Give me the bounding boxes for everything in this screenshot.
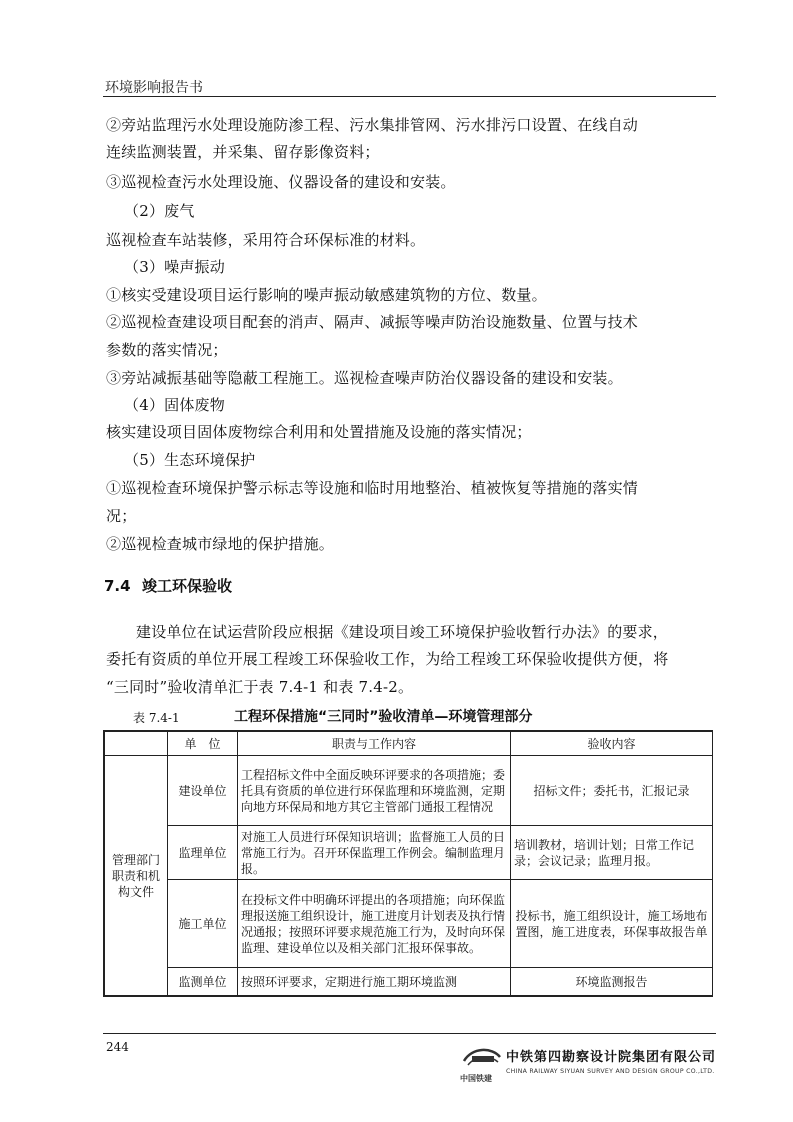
group-label-cell: 管理部门职责和机构文件	[105, 756, 168, 996]
unit-cell: 监测单位	[168, 968, 238, 996]
body-line: 巡视检查车站装修，采用符合环保标准的材料。	[106, 231, 426, 249]
subsection-heading: （2）废气	[124, 202, 195, 220]
body-line: ①核实受建设项目运行影响的噪声振动敏感建筑物的方位、数量。	[106, 286, 547, 304]
subsection-heading: （3）噪声振动	[124, 258, 225, 276]
table-row	[105, 880, 713, 968]
subsection-heading: （4）固体废物	[124, 396, 225, 414]
table-title: 工程环保措施“三同时”验收清单—环境管理部分	[234, 709, 533, 725]
table-header-row	[105, 732, 713, 756]
company-name-en: CHINA RAILWAY SIYUAN SURVEY AND DESIGN GROUP CO.,LTD.	[506, 1068, 715, 1075]
duty-cell: 按照环评要求，定期进行施工期环境监测	[238, 968, 511, 996]
header-cell: 单 位	[168, 732, 238, 756]
paragraph-line: 建设单位在试运营阶段应根据《建设项目竣工环境保护验收暂行办法》的要求，	[136, 623, 669, 641]
body-line: ①巡视检查环境保护警示标志等设施和临时用地整治、植被恢复等措施的落实情	[106, 479, 639, 497]
section-number: 7.4	[104, 577, 131, 595]
company-name: 中铁第四勘察设计院集团有限公司	[506, 1050, 717, 1065]
header-title: 环境影响报告书	[105, 80, 203, 96]
duty-cell: 工程招标文件中全面反映环评要求的各项措施；委托具有资质的单位进行环保监理和环境监测，定期向地方环保局和地方其它主管部门通报工程情况	[238, 756, 511, 826]
accept-cell: 培训教材，培训计划；日常工作记录；会议记录；监理月报。	[511, 826, 713, 880]
unit-cell: 施工单位	[168, 880, 238, 968]
body-line: ③旁站减振基础等隐蔽工程施工。巡视检查噪声防治仪器设备的建设和安装。	[106, 369, 623, 387]
paragraph-line: 委托有资质的单位开展工程竣工环保验收工作，为给工程竣工环保验收提供方便，将	[106, 650, 669, 668]
body-line: ②旁站监理污水处理设施防渗工程、污水集排管网、污水排污口设置、在线自动	[106, 116, 639, 134]
section-heading	[104, 575, 232, 596]
body-line: 连续监测装置，并采集、留存影像资料；	[106, 143, 380, 161]
section-title: 竣工环保验收	[142, 577, 233, 595]
body-line: 况；	[106, 507, 137, 525]
accept-cell: 环境监测报告	[511, 968, 713, 996]
page-number: 244	[106, 1040, 129, 1054]
table-row	[105, 826, 713, 880]
header-cell: 职责与工作内容	[238, 732, 511, 756]
body-line: 参数的落实情况；	[106, 341, 228, 359]
table-row	[105, 968, 713, 996]
table-row	[105, 756, 713, 826]
acceptance-table	[104, 731, 713, 996]
logo-label: 中国铁建	[460, 1074, 492, 1083]
table-number: 表 7.4-1	[133, 711, 180, 725]
body-line: ③巡视检查污水处理设施、仪器设备的建设和安装。	[106, 173, 456, 191]
header-rule	[103, 96, 716, 97]
body-line: 核实建设项目固体废物综合利用和处置措施及设施的落实情况；	[106, 423, 532, 441]
crcc-logo-icon	[462, 1043, 502, 1073]
accept-cell: 招标文件；委托书，汇报记录	[511, 756, 713, 826]
accept-cell: 投标书，施工组织设计，施工场地布置图，施工进度表，环保事故报告单	[511, 880, 713, 968]
header-cell: 验收内容	[511, 732, 713, 756]
unit-cell: 监理单位	[168, 826, 238, 880]
body-line: ②巡视检查建设项目配套的消声、隔声、减振等噪声防治设施数量、位置与技术	[106, 313, 639, 331]
header-cell	[105, 732, 168, 756]
unit-cell: 建设单位	[168, 756, 238, 826]
duty-cell: 在投标文件中明确环评提出的各项措施；向环保监理报送施工组织设计，施工进度月计划表及执行情况通报；按照环评要求规范施工行为，及时向环保监理、建设单位以及相关部门汇报环保事故。	[238, 880, 511, 968]
duty-cell: 对施工人员进行环保知识培训；监督施工人员的日常施工行为。召开环保监理工作例会。编制监理月报。	[238, 826, 511, 880]
subsection-heading: （5）生态环境保护	[124, 451, 256, 469]
paragraph-line: “三同时”验收清单汇于表 7.4-1 和表 7.4-2。	[106, 678, 414, 696]
footer-rule	[103, 1033, 716, 1034]
body-line: ②巡视检查城市绿地的保护措施。	[106, 535, 335, 553]
